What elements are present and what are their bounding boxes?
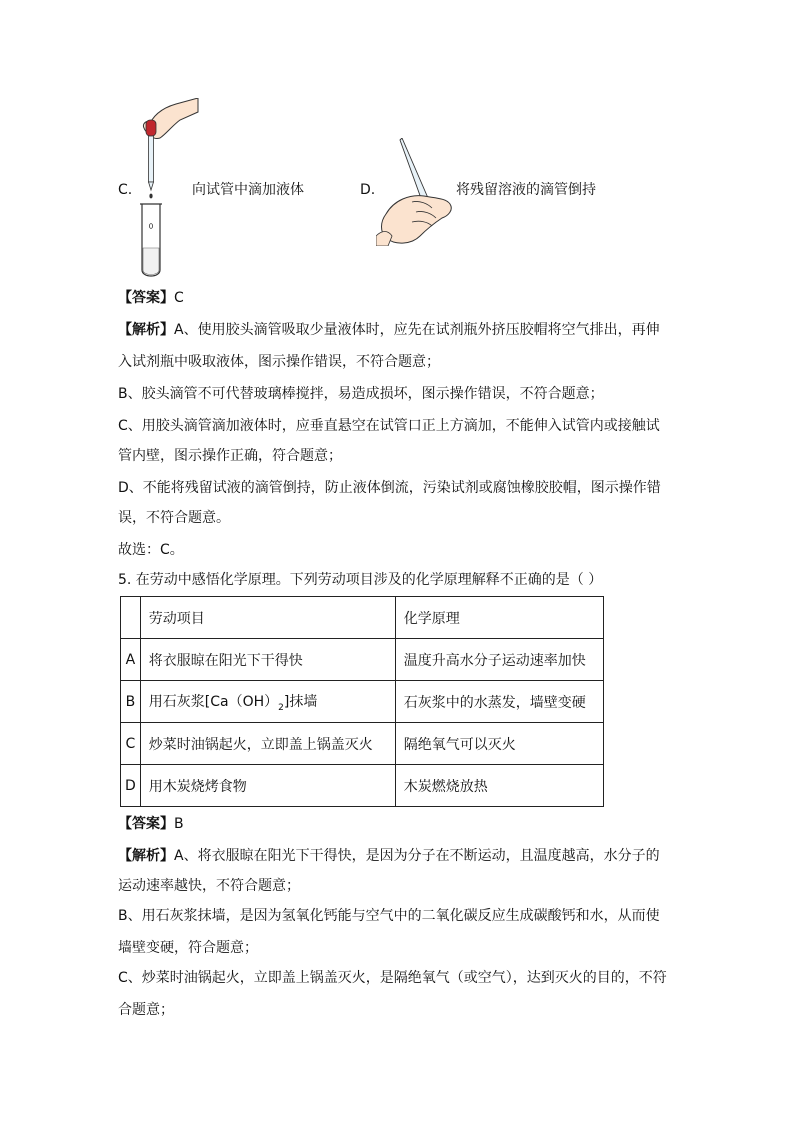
table-header-cell [121, 597, 141, 639]
analysis-line: 入试剂瓶中吸取液体，图示操作错误，不符合题意； [118, 354, 440, 370]
table-principle-cell: 石灰浆中的水蒸发，墙壁变硬 [395, 681, 603, 723]
answer-line [118, 814, 184, 834]
table-row [121, 765, 604, 807]
inverted-dropper-illustration [376, 138, 458, 246]
analysis-line [118, 846, 660, 866]
table-row [121, 723, 604, 765]
dropper-test-tube-illustration [128, 98, 200, 280]
analysis-line: D、不能将残留试液的滴管倒持，防止液体倒流，污染试剂或腐蚀橡胶胶帽，图示操作错 [118, 480, 661, 496]
table-item-cell [140, 681, 395, 723]
item-text-post: ]抹墙 [283, 693, 318, 710]
answer-value: C [174, 290, 184, 306]
table-principle-cell: 温度升高水分子运动速率加快 [395, 639, 603, 681]
analysis-tag: 【解析】 [118, 848, 174, 864]
option-d-text: 将残留溶液的滴管倒持 [456, 182, 596, 198]
question-table [120, 596, 604, 807]
table-item-cell: 将衣服晾在阳光下干得快 [140, 639, 395, 681]
analysis-line: 墙壁变硬，符合题意； [118, 940, 258, 956]
table-row [121, 681, 604, 723]
option-c-text: 向试管中滴加液体 [192, 182, 304, 198]
item-subscript: 2 [278, 702, 284, 713]
analysis-line: 误，不符合题意。 [118, 510, 230, 526]
table-option-cell: B [121, 681, 141, 723]
answer-value: B [174, 816, 184, 832]
answer-line [118, 288, 184, 308]
table-header-row [121, 597, 604, 639]
analysis-text: A、将衣服晾在阳光下干得快，是因为分子在不断运动，且温度越高，水分子的 [174, 848, 660, 864]
analysis-line: 运动速率越快，不符合题意； [118, 878, 300, 894]
analysis-text: A、使用胶头滴管吸取少量液体时，应先在试剂瓶外挤压胶帽将空气排出，再伸 [174, 322, 660, 338]
analysis-line [118, 320, 660, 340]
table-principle-cell: 木炭燃烧放热 [395, 765, 603, 807]
answer-tag: 【答案】 [118, 816, 174, 832]
analysis-line: 故选：C。 [118, 542, 184, 558]
table-item-cell: 炒菜时油锅起火，立即盖上锅盖灭火 [140, 723, 395, 765]
analysis-line: B、胶头滴管不可代替玻璃棒搅拌，易造成损坏，图示操作错误，不符合题意； [118, 386, 604, 402]
analysis-line: 管内壁，图示操作正确，符合题意； [118, 448, 342, 464]
table-row [121, 639, 604, 681]
table-principle-cell: 隔绝氧气可以灭火 [395, 723, 603, 765]
item-text-pre: 用石灰浆[Ca（OH） [148, 693, 279, 710]
analysis-line: C、炒菜时油锅起火，立即盖上锅盖灭火，是隔绝氧气（或空气），达到灭火的目的，不符 [118, 970, 667, 986]
analysis-line: 合题意； [118, 1002, 174, 1018]
analysis-line: B、用石灰浆抹墙，是因为氢氧化钙能与空气中的二氧化碳反应生成碳酸钙和水，从而使 [118, 908, 660, 924]
question-stem: 5. 在劳动中感悟化学原理。下列劳动项目涉及的化学原理解释不正确的是（ ） [118, 572, 603, 588]
table-option-cell: C [121, 723, 141, 765]
table-option-cell: A [121, 639, 141, 681]
table-option-cell: D [121, 765, 141, 807]
analysis-tag: 【解析】 [118, 322, 174, 338]
table-header-cell: 劳动项目 [140, 597, 395, 639]
table-item-cell: 用木炭烧烤食物 [140, 765, 395, 807]
option-c-label: C. [118, 182, 133, 198]
option-d-label: D. [360, 182, 376, 198]
analysis-line: C、用胶头滴管滴加液体时，应垂直悬空在试管口正上方滴加，不能伸入试管内或接触试 [118, 418, 660, 434]
answer-tag: 【答案】 [118, 290, 174, 306]
table-header-cell: 化学原理 [395, 597, 603, 639]
